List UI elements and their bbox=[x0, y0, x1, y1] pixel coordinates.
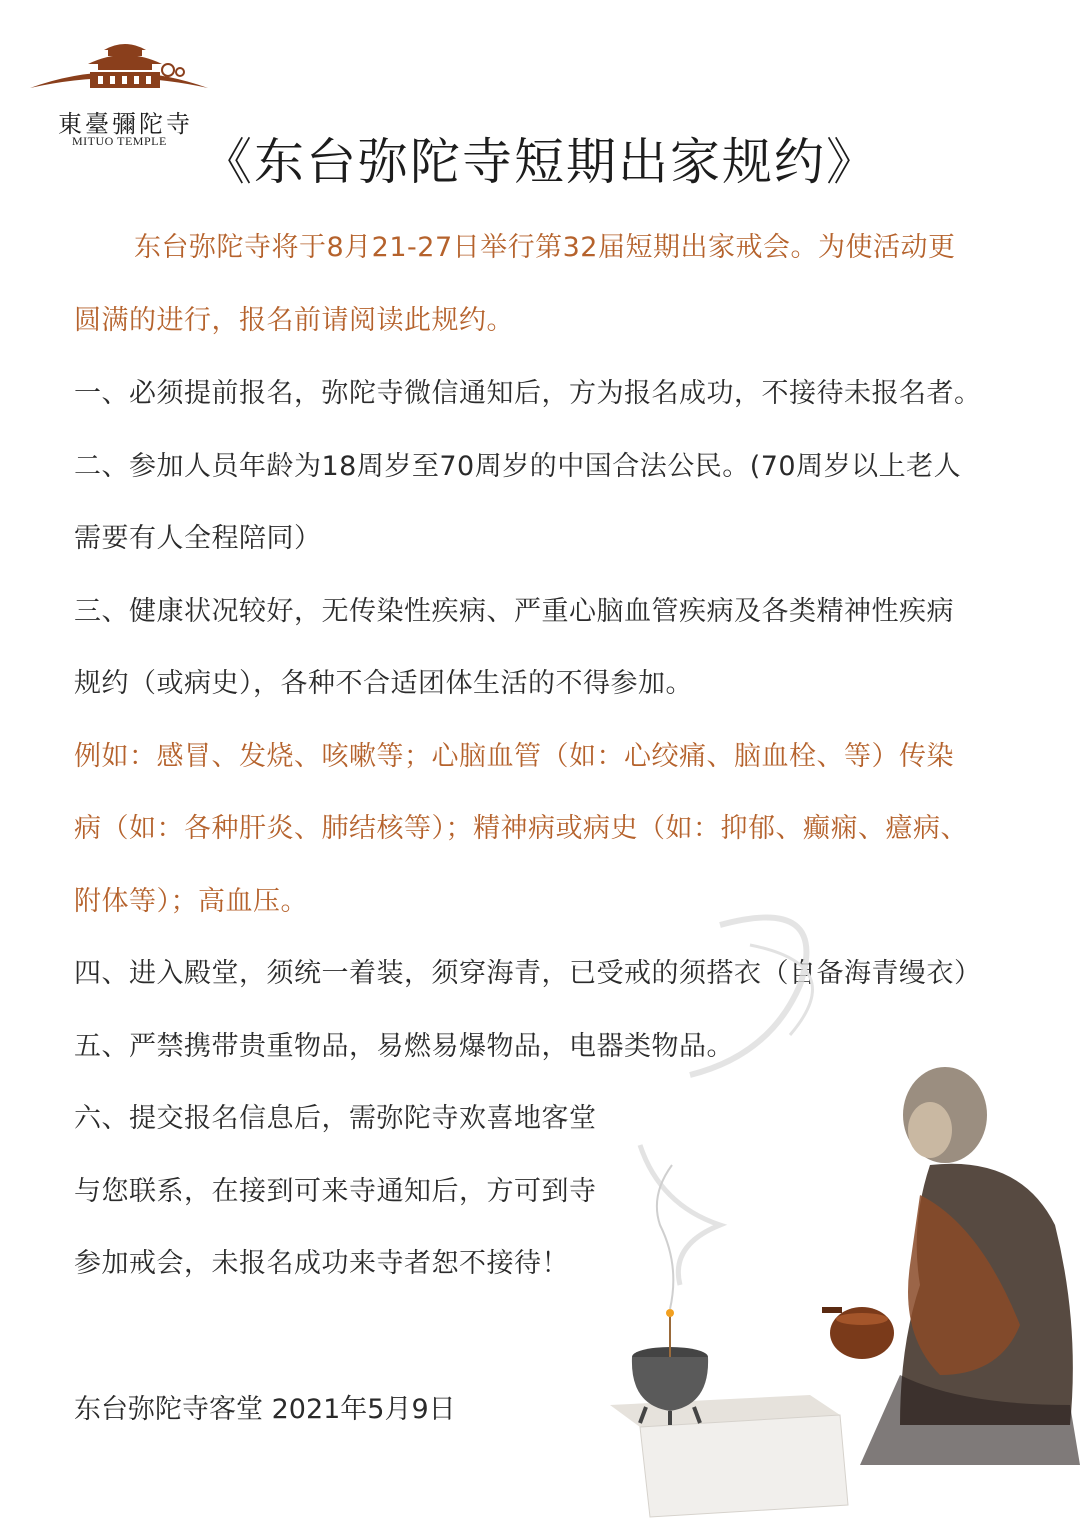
rule-line-8: 六、提交报名信息后，需弥陀寺欢喜地客堂 bbox=[74, 1103, 597, 1134]
example-line-1: 例如：感冒、发烧、咳嗽等；心脑血管（如：心绞痛、脑血栓、等）传染 bbox=[74, 741, 954, 772]
intro-line-2: 圆满的进行，报名前请阅读此规约。 bbox=[74, 305, 514, 336]
rule-line-10: 参加戒会，未报名成功来寺者恕不接待！ bbox=[74, 1248, 569, 1279]
monk-illustration bbox=[600, 905, 1080, 1527]
rule-line-1: 一、必须提前报名，弥陀寺微信通知后，方为报名成功，不接待未报名者。 bbox=[74, 378, 982, 409]
rule-line-9: 与您联系，在接到可来寺通知后，方可到寺 bbox=[74, 1176, 597, 1207]
temple-roof-icon bbox=[28, 36, 213, 106]
rule-line-3: 需要有人全程陪同） bbox=[74, 523, 322, 554]
monk-ink-painting-icon bbox=[600, 905, 1080, 1527]
rule-line-2: 二、参加人员年龄为18周岁至70周岁的中国合法公民。(70周岁以上老人 bbox=[74, 451, 962, 482]
signature: 东台弥陀寺客堂 2021年5月9日 bbox=[74, 1394, 456, 1425]
rule-line-5: 规约（或病史），各种不合适团体生活的不得参加。 bbox=[74, 668, 693, 699]
rule-line-4: 三、健康状况较好，无传染性疾病、严重心脑血管疾病及各类精神性疾病 bbox=[74, 596, 954, 627]
rule-line-6: 四、进入殿堂，须统一着装，须穿海青，已受戒的须搭衣（自备海青缦衣） bbox=[74, 958, 982, 989]
rule-line-7: 五、严禁携带贵重物品，易燃易爆物品，电器类物品。 bbox=[74, 1031, 734, 1062]
logo-name-en: MITUO TEMPLE bbox=[72, 134, 167, 148]
page-title: 《东台弥陀寺短期出家规约》 bbox=[202, 133, 878, 191]
logo-name-cn: 東臺彌陀寺 bbox=[58, 110, 193, 138]
example-line-2: 病（如：各种肝炎、肺结核等）；精神病或病史（如：抑郁、癫痫、癔病、 bbox=[74, 813, 968, 844]
example-line-3: 附体等）；高血压。 bbox=[74, 886, 308, 917]
intro-line-1: 东台弥陀寺将于8月21-27日举行第32届短期出家戒会。为使活动更 bbox=[134, 232, 956, 263]
